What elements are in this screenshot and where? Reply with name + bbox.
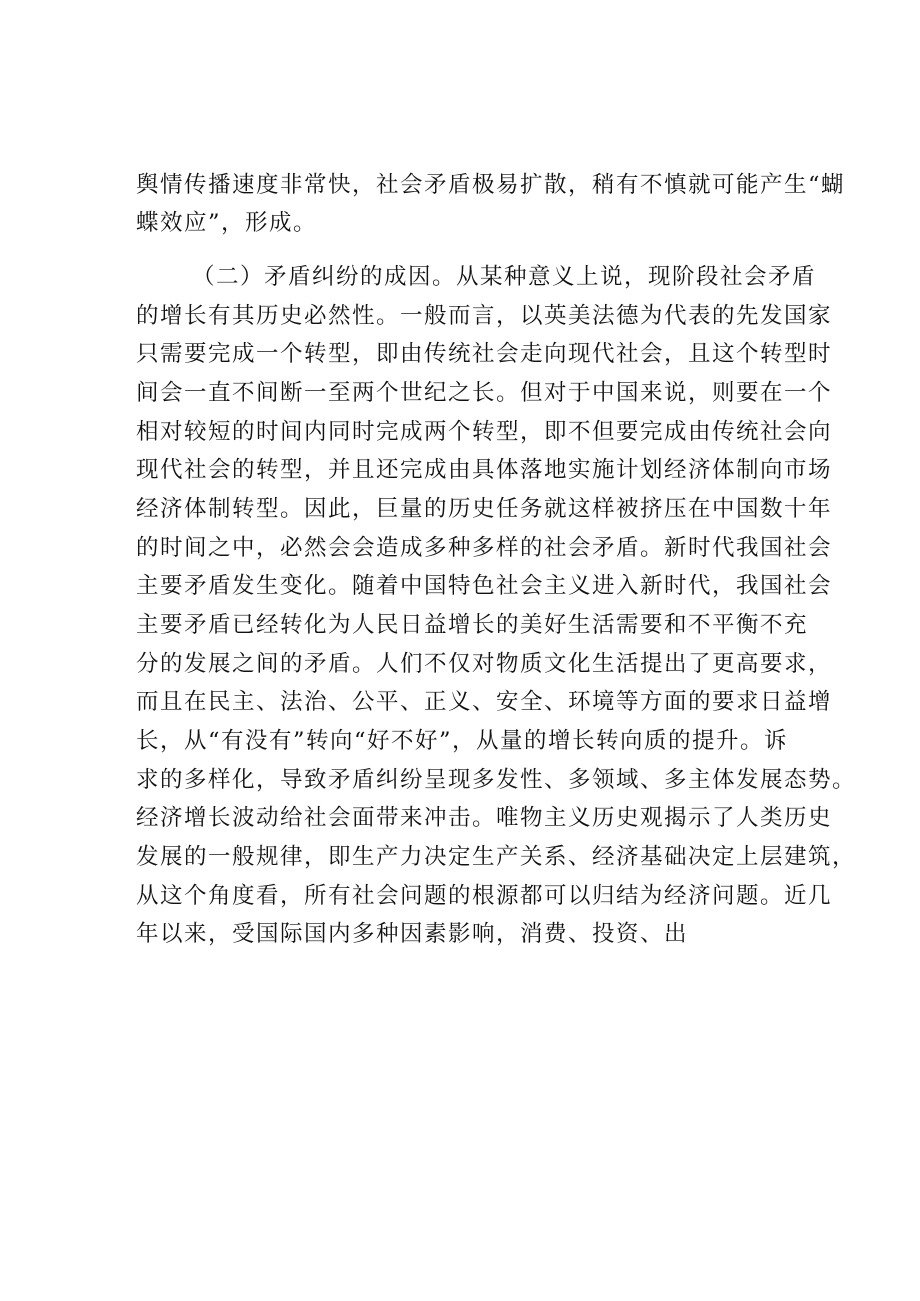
text-line-20: 年以来，受国际国内多种因素影响，消费、投资、出 bbox=[136, 921, 689, 947]
text-line-16: 求的多样化，导致矛盾纠纷呈现多发性、多领域、多主体发展态势。 bbox=[136, 767, 857, 793]
text-line-19: 从这个角度看，所有社会问题的根源都可以归结为经济问题。近几 bbox=[136, 883, 833, 909]
text-line-3: （二）矛盾纠纷的成因。从某种意义上说，现阶段社会矛盾 bbox=[192, 264, 817, 290]
text-line-2: 蝶效应”，形成。 bbox=[136, 210, 318, 236]
text-line-8: 现代社会的转型，并且还完成由具体落地实施计划经济体制向市场 bbox=[136, 457, 833, 483]
text-line-7: 相对较短的时间内同时完成两个转型，即不但要完成由传统社会向 bbox=[136, 419, 833, 445]
text-line-11: 主要矛盾发生变化。随着中国特色社会主义进入新时代，我国社会 bbox=[136, 573, 833, 599]
text-line-12: 主要矛盾已经转化为人民日益增长的美好生活需要和不平衡不充 bbox=[136, 612, 809, 638]
text-line-10: 的时间之中，必然会会造成多种多样的社会矛盾。新时代我国社会 bbox=[136, 535, 833, 561]
text-line-4: 的增长有其历史必然性。一般而言，以英美法德为代表的先发国家 bbox=[136, 303, 833, 329]
text-line-14: 而且在民主、法治、公平、正义、安全、环境等方面的要求日益增 bbox=[136, 689, 833, 715]
text-line-9: 经济体制转型。因此，巨量的历史任务就这样被挤压在中国数十年 bbox=[136, 496, 833, 522]
text-line-1: 舆情传播速度非常快，社会矛盾极易扩散，稍有不慎就可能产生“蝴 bbox=[136, 172, 846, 198]
text-line-15: 长，从“有没有”转向“好不好”，从量的增长转向质的提升。诉 bbox=[136, 728, 789, 754]
text-line-5: 只需要完成一个转型，即由传统社会走向现代社会，且这个转型时 bbox=[136, 341, 833, 367]
text-line-6: 间会一直不间断一至两个世纪之长。但对于中国来说，则要在一个 bbox=[136, 380, 833, 406]
text-line-13: 分的发展之间的矛盾。人们不仅对物质文化生活提出了更高要求， bbox=[136, 651, 833, 677]
text-line-17: 经济增长波动给社会面带来冲击。唯物主义历史观揭示了人类历史 bbox=[136, 805, 833, 831]
text-line-18: 发展的一般规律，即生产力决定生产关系、经济基础决定上层建筑， bbox=[136, 844, 857, 870]
